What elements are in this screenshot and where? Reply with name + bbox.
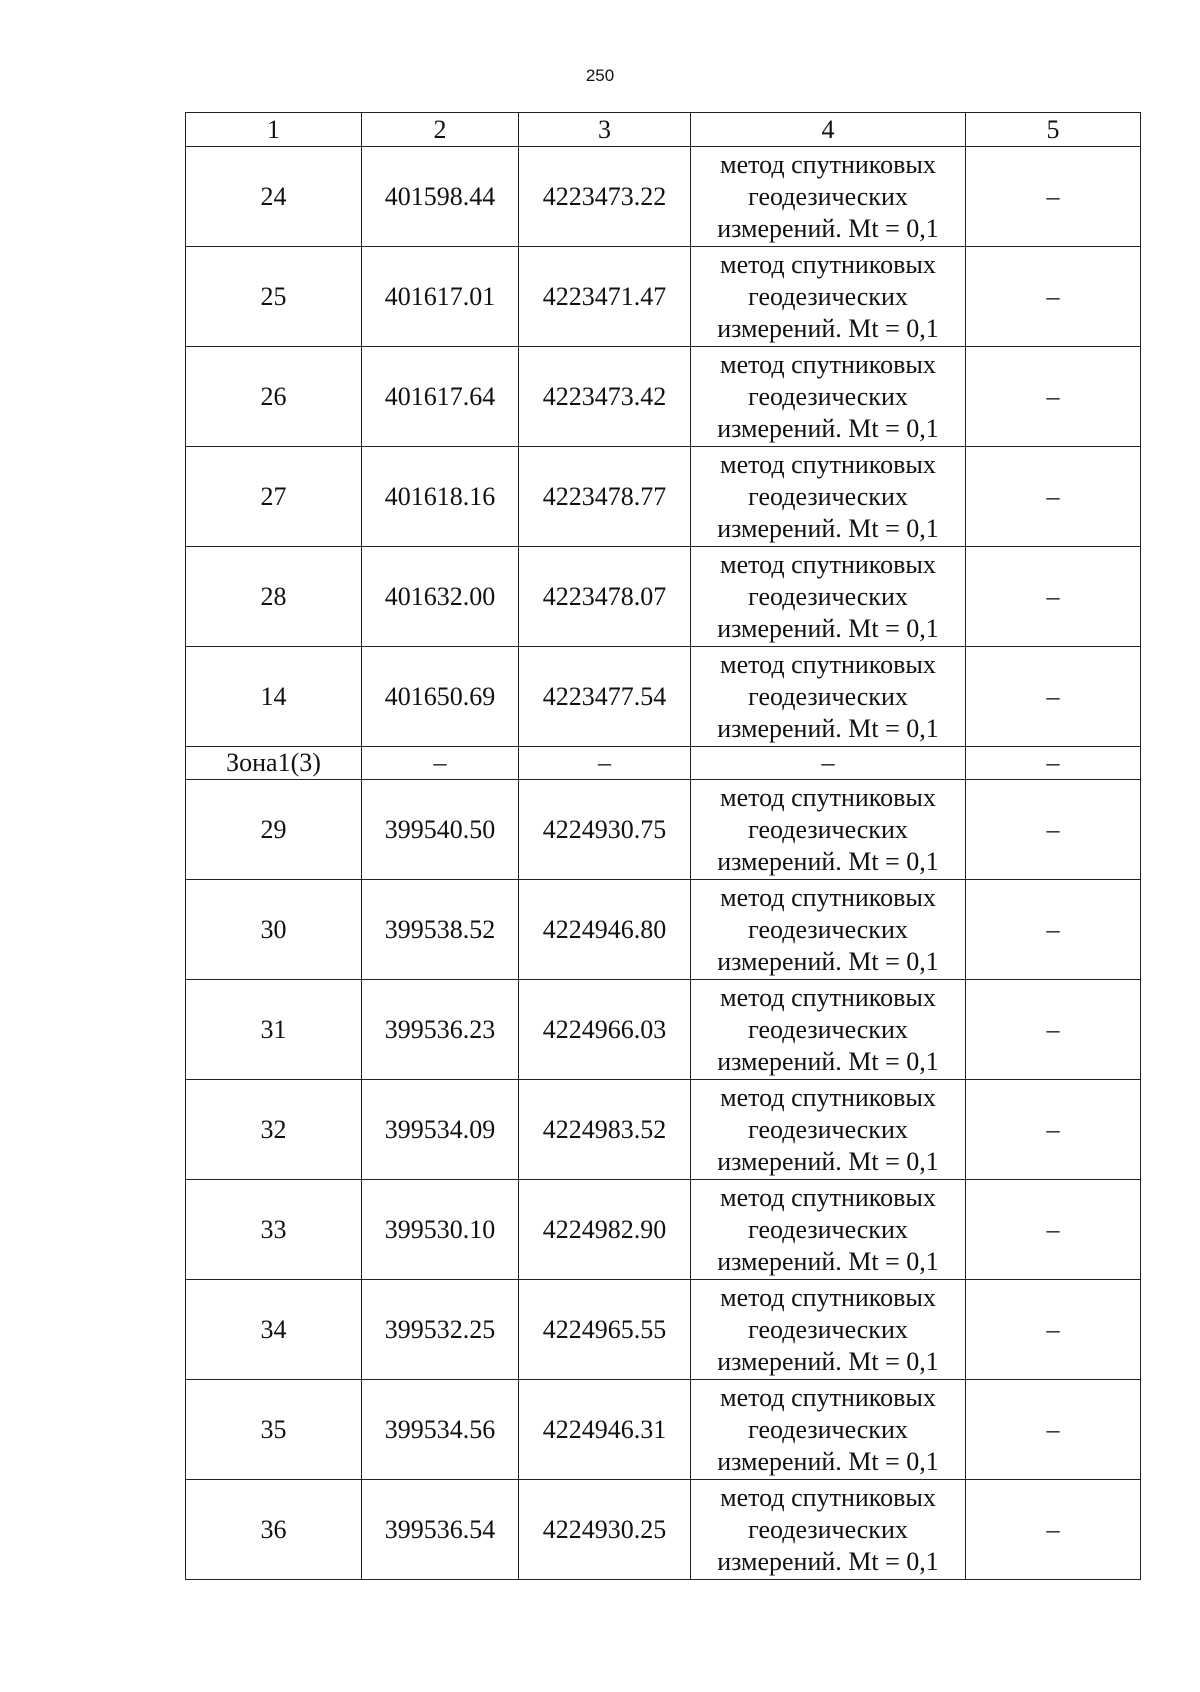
table-row [186, 1280, 1141, 1380]
method-text-line: метод спутниковых [720, 149, 936, 179]
table-row [186, 147, 1141, 247]
page-number: 250 [585, 66, 615, 85]
zone-dash-cell: – [691, 747, 966, 780]
method-text-line: геодезических [748, 381, 908, 411]
method-text-line: метод спутниковых [720, 249, 936, 279]
coordinates-table [185, 112, 1141, 1580]
point-number-cell: 34 [186, 1280, 362, 1380]
method-text-line: метод спутниковых [720, 782, 936, 812]
table-row [186, 1480, 1141, 1580]
point-number-cell: 31 [186, 980, 362, 1080]
method-text-line: метод спутниковых [720, 1382, 936, 1412]
table-row [186, 980, 1141, 1080]
point-number-cell: 36 [186, 1480, 362, 1580]
method-text-line: геодезических [748, 281, 908, 311]
zone-label-cell: Зона1(3) [186, 747, 362, 780]
y-coordinate-cell: 4223477.54 [519, 647, 691, 747]
table-row [186, 447, 1141, 547]
y-coordinate-cell: 4224982.90 [519, 1180, 691, 1280]
note-cell: – [966, 1480, 1141, 1580]
method-cell [691, 980, 966, 1080]
note-cell: – [966, 1180, 1141, 1280]
x-coordinate-cell: 401617.64 [362, 347, 519, 447]
method-text-line: геодезических [748, 1314, 908, 1344]
column-number-3: 3 [519, 113, 691, 147]
y-coordinate-cell: 4224946.31 [519, 1380, 691, 1480]
table-row [186, 547, 1141, 647]
table-row [186, 880, 1141, 980]
method-text-line: геодезических [748, 581, 908, 611]
y-coordinate-cell: 4224983.52 [519, 1080, 691, 1180]
table-row [186, 780, 1141, 880]
method-cell [691, 347, 966, 447]
note-cell: – [966, 147, 1141, 247]
method-text-line: геодезических [748, 181, 908, 211]
zone-dash-cell: – [362, 747, 519, 780]
x-coordinate-cell: 401650.69 [362, 647, 519, 747]
method-cell [691, 880, 966, 980]
note-cell: – [966, 247, 1141, 347]
x-coordinate-cell: 399530.10 [362, 1180, 519, 1280]
point-number-cell: 30 [186, 880, 362, 980]
method-text-line: метод спутниковых [720, 982, 936, 1012]
note-cell: – [966, 980, 1141, 1080]
method-cell [691, 247, 966, 347]
y-coordinate-cell: 4223478.77 [519, 447, 691, 547]
method-cell [691, 447, 966, 547]
table-row [186, 647, 1141, 747]
method-text-line: геодезических [748, 1514, 908, 1544]
note-cell: – [966, 780, 1141, 880]
method-text-line: измерений. Mt = 0,1 [717, 1546, 939, 1576]
x-coordinate-cell: 399538.52 [362, 880, 519, 980]
note-cell: – [966, 647, 1141, 747]
method-text-line: геодезических [748, 1214, 908, 1244]
point-number-cell: 26 [186, 347, 362, 447]
y-coordinate-cell: 4224966.03 [519, 980, 691, 1080]
x-coordinate-cell: 399536.54 [362, 1480, 519, 1580]
note-cell: – [966, 880, 1141, 980]
y-coordinate-cell: 4223471.47 [519, 247, 691, 347]
x-coordinate-cell: 399532.25 [362, 1280, 519, 1380]
y-coordinate-cell: 4223478.07 [519, 547, 691, 647]
point-number-cell: 29 [186, 780, 362, 880]
x-coordinate-cell: 399536.23 [362, 980, 519, 1080]
table-row [186, 1180, 1141, 1280]
y-coordinate-cell: 4224946.80 [519, 880, 691, 980]
zone-dash-cell: – [519, 747, 691, 780]
method-text-line: измерений. Mt = 0,1 [717, 946, 939, 976]
x-coordinate-cell: 401632.00 [362, 547, 519, 647]
method-text-line: измерений. Mt = 0,1 [717, 846, 939, 876]
x-coordinate-cell: 399534.56 [362, 1380, 519, 1480]
y-coordinate-cell: 4224965.55 [519, 1280, 691, 1380]
method-text-line: измерений. Mt = 0,1 [717, 1046, 939, 1076]
note-cell: – [966, 347, 1141, 447]
column-number-5: 5 [966, 113, 1141, 147]
method-text-line: геодезических [748, 914, 908, 944]
method-text-line: геодезических [748, 1014, 908, 1044]
method-text-line: метод спутниковых [720, 649, 936, 679]
method-text-line: метод спутниковых [720, 549, 936, 579]
x-coordinate-cell: 399540.50 [362, 780, 519, 880]
method-cell [691, 1080, 966, 1180]
method-text-line: метод спутниковых [720, 1282, 936, 1312]
method-text-line: измерений. Mt = 0,1 [717, 1346, 939, 1376]
note-cell: – [966, 1380, 1141, 1480]
note-cell: – [966, 1280, 1141, 1380]
method-text-line: геодезических [748, 814, 908, 844]
note-cell: – [966, 1080, 1141, 1180]
point-number-cell: 32 [186, 1080, 362, 1180]
point-number-cell: 33 [186, 1180, 362, 1280]
point-number-cell: 35 [186, 1380, 362, 1480]
method-text-line: измерений. Mt = 0,1 [717, 413, 939, 443]
method-text-line: метод спутниковых [720, 1082, 936, 1112]
method-text-line: измерений. Mt = 0,1 [717, 713, 939, 743]
method-text-line: метод спутниковых [720, 349, 936, 379]
method-text-line: геодезических [748, 481, 908, 511]
zone-heading-row [186, 747, 1141, 780]
method-text-line: измерений. Mt = 0,1 [717, 1146, 939, 1176]
method-text-line: метод спутниковых [720, 1482, 936, 1512]
method-text-line: геодезических [748, 1414, 908, 1444]
method-cell [691, 1180, 966, 1280]
column-number-row [186, 113, 1141, 147]
x-coordinate-cell: 399534.09 [362, 1080, 519, 1180]
method-text-line: измерений. Mt = 0,1 [717, 313, 939, 343]
method-text-line: измерений. Mt = 0,1 [717, 213, 939, 243]
method-cell [691, 1380, 966, 1480]
y-coordinate-cell: 4224930.25 [519, 1480, 691, 1580]
table-row [186, 347, 1141, 447]
y-coordinate-cell: 4223473.22 [519, 147, 691, 247]
y-coordinate-cell: 4224930.75 [519, 780, 691, 880]
method-text-line: измерений. Mt = 0,1 [717, 513, 939, 543]
method-text-line: измерений. Mt = 0,1 [717, 1246, 939, 1276]
table-row [186, 1080, 1141, 1180]
note-cell: – [966, 447, 1141, 547]
table-row [186, 1380, 1141, 1480]
x-coordinate-cell: 401598.44 [362, 147, 519, 247]
method-cell [691, 1280, 966, 1380]
method-cell [691, 780, 966, 880]
method-text-line: метод спутниковых [720, 882, 936, 912]
method-cell [691, 147, 966, 247]
method-text-line: измерений. Mt = 0,1 [717, 613, 939, 643]
point-number-cell: 28 [186, 547, 362, 647]
method-text-line: метод спутниковых [720, 449, 936, 479]
point-number-cell: 14 [186, 647, 362, 747]
y-coordinate-cell: 4223473.42 [519, 347, 691, 447]
point-number-cell: 25 [186, 247, 362, 347]
method-text-line: геодезических [748, 681, 908, 711]
column-number-1: 1 [186, 113, 362, 147]
column-number-2: 2 [362, 113, 519, 147]
point-number-cell: 24 [186, 147, 362, 247]
note-cell: – [966, 547, 1141, 647]
point-number-cell: 27 [186, 447, 362, 547]
x-coordinate-cell: 401618.16 [362, 447, 519, 547]
table-row [186, 247, 1141, 347]
x-coordinate-cell: 401617.01 [362, 247, 519, 347]
table-body [186, 113, 1141, 1580]
column-number-4: 4 [691, 113, 966, 147]
method-text-line: геодезических [748, 1114, 908, 1144]
method-cell [691, 1480, 966, 1580]
method-cell [691, 547, 966, 647]
method-text-line: измерений. Mt = 0,1 [717, 1446, 939, 1476]
method-text-line: метод спутниковых [720, 1182, 936, 1212]
method-cell [691, 647, 966, 747]
zone-dash-cell: – [966, 747, 1141, 780]
